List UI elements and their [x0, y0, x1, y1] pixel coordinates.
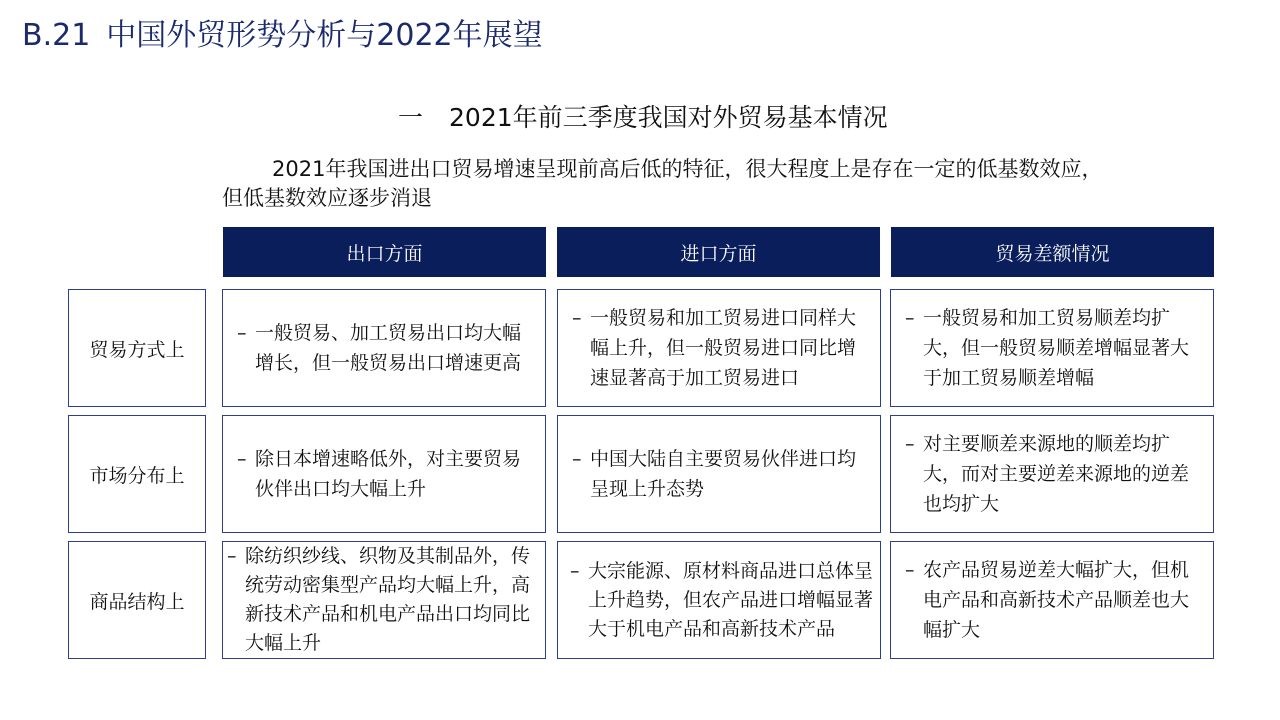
bullet-dash: – — [905, 433, 915, 455]
bullet-dash: – — [572, 448, 582, 470]
table-cell — [557, 415, 881, 533]
bullet-dash: – — [905, 559, 915, 581]
table-cell — [557, 541, 881, 659]
bullet-dash: – — [905, 307, 915, 329]
cell-text: 一般贸易、加工贸易出口均大幅增长，但一般贸易出口增速更高 — [255, 322, 522, 374]
bullet-dash: – — [572, 307, 582, 329]
row-label-market: 市场分布上 — [68, 415, 206, 533]
section-heading-text: 2021年前三季度我国对外贸易基本情况 — [449, 103, 888, 132]
cell-text: 除日本增速略低外，对主要贸易伙伴出口均大幅上升 — [255, 448, 522, 500]
slide-number: B.21 — [22, 18, 91, 53]
slide-title — [22, 14, 543, 58]
table-cell — [890, 415, 1214, 533]
table-cell — [222, 415, 546, 533]
cell-text: 大宗能源、原材料商品进口总体呈上升趋势，但农产品进口增幅显著大于机电产品和高新技术产品 — [588, 559, 874, 640]
cell-text: 农产品贸易逆差大幅扩大，但机电产品和高新技术产品顺差也大幅扩大 — [923, 559, 1190, 641]
column-header-import: 进口方面 — [557, 227, 880, 277]
bullet-dash: – — [237, 448, 247, 470]
table-cell — [222, 541, 546, 659]
table-cell — [890, 289, 1214, 407]
bullet-dash: – — [237, 322, 247, 344]
cell-text: 除纺织纱线、织物及其制品外，传统劳动密集型产品均大幅上升，高新技术产品和机电产品出口均同比大幅上升 — [245, 545, 531, 654]
table-cell — [222, 289, 546, 407]
section-number: 一 — [398, 103, 424, 132]
intro-line-1: 2021年我国进出口贸易增速呈现前高后低的特征，很大程度上是存在一定的低基数效应， — [272, 157, 1103, 181]
column-header-balance: 贸易差额情况 — [891, 227, 1214, 277]
cell-text: 对主要顺差来源地的顺差均扩大，而对主要逆差来源地的逆差也均扩大 — [923, 433, 1190, 515]
cell-text: 一般贸易和加工贸易顺差均扩大，但一般贸易顺差增幅显著大于加工贸易顺差增幅 — [923, 307, 1190, 389]
intro-line-2: 但低基数效应逐步消退 — [222, 186, 432, 210]
column-header-export: 出口方面 — [223, 227, 546, 277]
cell-text: 一般贸易和加工贸易进口同样大幅上升，但一般贸易进口同比增速显著高于加工贸易进口 — [590, 307, 857, 389]
row-label-trade-mode: 贸易方式上 — [68, 289, 206, 407]
row-label-commodity: 商品结构上 — [68, 541, 206, 659]
table-cell — [557, 289, 881, 407]
table-cell — [890, 541, 1214, 659]
cell-text: 中国大陆自主要贸易伙伴进口均呈现上升态势 — [590, 448, 857, 500]
slide-title-text: 中国外贸形势分析与2022年展望 — [106, 18, 543, 53]
intro-paragraph — [222, 155, 1222, 213]
section-heading — [398, 100, 888, 136]
bullet-dash: – — [570, 559, 580, 582]
bullet-dash: – — [227, 545, 237, 567]
